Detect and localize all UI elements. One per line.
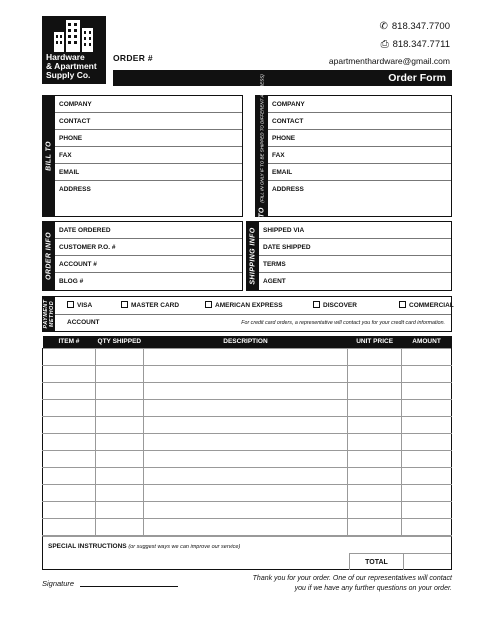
commercial-checkbox[interactable]: [399, 301, 406, 308]
logo-text: [46, 53, 97, 80]
table-cell[interactable]: [143, 348, 347, 365]
mastercard-checkbox[interactable]: [121, 301, 128, 308]
table-cell[interactable]: [143, 518, 347, 535]
col-unit-price: UNIT PRICE: [348, 336, 402, 348]
table-cell[interactable]: [402, 518, 452, 535]
table-cell[interactable]: [402, 501, 452, 518]
table-row: [43, 433, 452, 450]
logo-line: Supply Co.: [46, 70, 91, 80]
table-cell[interactable]: [402, 382, 452, 399]
special-instructions-label: SPECIAL INSTRUCTIONS: [48, 543, 127, 550]
agent-field[interactable]: AGENT: [263, 278, 286, 285]
table-cell[interactable]: [43, 416, 96, 433]
table-cell[interactable]: [43, 348, 96, 365]
mastercard-option[interactable]: MASTER CARD: [121, 301, 179, 309]
table-row: [43, 382, 452, 399]
table-cell[interactable]: [402, 399, 452, 416]
shipping-info-tab: [247, 222, 259, 290]
table-row: [43, 484, 452, 501]
payment-note: For credit card orders, a representative will contact you for your credit card information.: [241, 320, 445, 326]
table-row: [43, 467, 452, 484]
table-cell[interactable]: [43, 484, 96, 501]
logo-line: Hardware: [46, 52, 85, 62]
payment-options: [55, 301, 454, 315]
signature-label: Signature: [42, 579, 75, 588]
customer-po-field[interactable]: CUSTOMER P.O. #: [55, 239, 242, 256]
col-qty-shipped: QTY SHIPPED: [95, 336, 143, 348]
table-row: [43, 348, 452, 365]
email-contact: apartmenthardware@gmail.com: [328, 56, 450, 66]
bill-fax-field[interactable]: FAX: [55, 147, 242, 164]
table-row: [43, 518, 452, 535]
special-instructions[interactable]: [48, 543, 240, 550]
ship-phone-field[interactable]: PHONE: [268, 130, 451, 147]
amex-option[interactable]: AMERICAN EXPRESS: [205, 301, 283, 309]
table-cell[interactable]: [143, 484, 347, 501]
table-cell[interactable]: [402, 484, 452, 501]
amex-checkbox[interactable]: [205, 301, 212, 308]
fax-number: 818.347.7711: [392, 39, 450, 50]
shipping-info-label: SHIPPING INFO: [249, 227, 257, 285]
table-cell[interactable]: [95, 399, 143, 416]
phone-icon: ✆: [379, 21, 388, 32]
table-cell[interactable]: [402, 450, 452, 467]
ship-email-field[interactable]: EMAIL: [268, 164, 451, 181]
discover-option[interactable]: DISCOVER: [313, 301, 357, 309]
order-info-tab: [43, 222, 55, 290]
logo-line: & Apartment: [46, 61, 97, 71]
visa-option[interactable]: VISA: [67, 301, 92, 309]
building-icon: [52, 18, 96, 52]
bill-to-label: BILL TO: [45, 141, 53, 171]
table-cell[interactable]: [402, 416, 452, 433]
date-ordered-field[interactable]: DATE ORDERED: [55, 222, 242, 239]
payment-label: PAYMENT METHOD: [43, 299, 55, 329]
date-shipped-field[interactable]: DATE SHIPPED: [259, 239, 451, 256]
table-cell[interactable]: [143, 399, 347, 416]
table-cell[interactable]: [43, 433, 96, 450]
shipped-via-field[interactable]: SHIPPED VIA: [259, 222, 451, 239]
items-table: [42, 336, 452, 536]
items-footer: [42, 536, 452, 570]
table-cell[interactable]: [43, 450, 96, 467]
table-cell[interactable]: [143, 382, 347, 399]
table-row: [43, 365, 452, 382]
col-amount: AMOUNT: [402, 336, 452, 348]
table-cell[interactable]: [402, 433, 452, 450]
table-cell[interactable]: [143, 416, 347, 433]
ship-address-field[interactable]: ADDRESS: [272, 186, 304, 193]
table-cell[interactable]: [348, 416, 402, 433]
table-cell[interactable]: [43, 399, 96, 416]
commercial-option[interactable]: COMMERCIAL: [399, 301, 454, 309]
order-number-label: ORDER #: [113, 53, 153, 63]
col-description: DESCRIPTION: [143, 336, 347, 348]
total-label: TOTAL: [349, 553, 403, 570]
payment-section: [42, 296, 452, 332]
table-cell[interactable]: [95, 450, 143, 467]
terms-field[interactable]: TERMS: [259, 256, 451, 273]
table-cell[interactable]: [43, 467, 96, 484]
thanks-line: you if we have any further questions on your order.: [294, 585, 452, 592]
table-cell[interactable]: [143, 450, 347, 467]
table-cell[interactable]: [348, 433, 402, 450]
blog-number-field[interactable]: BLOG #: [59, 278, 84, 285]
table-cell[interactable]: [348, 484, 402, 501]
table-cell[interactable]: [143, 501, 347, 518]
items-header-row: [43, 336, 452, 348]
table-cell[interactable]: [348, 382, 402, 399]
table-cell[interactable]: [348, 348, 402, 365]
table-cell[interactable]: [143, 365, 347, 382]
payment-account-row: [55, 319, 451, 326]
bill-phone-field[interactable]: PHONE: [55, 130, 242, 147]
company-logo: [42, 16, 106, 84]
table-cell[interactable]: [43, 518, 96, 535]
table-cell[interactable]: [95, 501, 143, 518]
col-item-number: ITEM #: [43, 336, 96, 348]
bill-to-tab: [43, 96, 55, 216]
table-cell[interactable]: [348, 518, 402, 535]
table-cell[interactable]: [43, 382, 96, 399]
account-number-field[interactable]: ACCOUNT #: [55, 256, 242, 273]
account-label[interactable]: ACCOUNT: [67, 319, 100, 326]
table-row: [43, 501, 452, 518]
table-row: [43, 450, 452, 467]
total-amount-cell[interactable]: [403, 553, 451, 570]
payment-tab: [43, 297, 55, 331]
table-cell[interactable]: [348, 399, 402, 416]
table-cell[interactable]: [95, 467, 143, 484]
thanks-line: Thank you for your order. One of our representatives will contact: [252, 575, 452, 582]
ship-to-label: [259, 74, 266, 237]
ship-to-tab: [256, 74, 268, 216]
table-cell[interactable]: [402, 348, 452, 365]
phone-contact: [376, 21, 450, 32]
ship-company-field[interactable]: COMPANY: [268, 96, 451, 113]
table-cell[interactable]: [95, 416, 143, 433]
ship-fax-field[interactable]: FAX: [268, 147, 451, 164]
discover-checkbox[interactable]: [313, 301, 320, 308]
table-cell[interactable]: [402, 365, 452, 382]
table-cell[interactable]: [402, 467, 452, 484]
order-info-label: ORDER INFO: [45, 232, 53, 280]
table-cell[interactable]: [95, 433, 143, 450]
table-cell[interactable]: [43, 501, 96, 518]
ship-to-note: (FILL IN ONLY IF TO BE SHIPPED TO DIFFERENT ADDRESS): [259, 74, 265, 203]
bill-contact-field[interactable]: CONTACT: [55, 113, 242, 130]
bill-email-field[interactable]: EMAIL: [55, 164, 242, 181]
table-cell[interactable]: [348, 450, 402, 467]
fax-contact: [377, 39, 450, 50]
items-body: [43, 348, 452, 535]
table-cell[interactable]: [143, 433, 347, 450]
table-cell[interactable]: [95, 348, 143, 365]
bill-company-field[interactable]: COMPANY: [55, 96, 242, 113]
special-instructions-hint: (or suggest ways we can improve our service): [128, 544, 241, 550]
order-info-section: [42, 221, 243, 291]
form-title: Order Form: [113, 70, 452, 86]
table-cell[interactable]: [95, 382, 143, 399]
phone-number: 818.347.7700: [391, 21, 450, 32]
table-cell[interactable]: [43, 365, 96, 382]
signature-area: [42, 579, 178, 588]
table-cell[interactable]: [143, 467, 347, 484]
thank-you-note: [242, 574, 452, 594]
table-cell[interactable]: [348, 501, 402, 518]
table-cell[interactable]: [95, 518, 143, 535]
bill-to-section: [42, 95, 243, 217]
table-row: [43, 399, 452, 416]
signature-line[interactable]: [80, 586, 178, 587]
table-row: [43, 416, 452, 433]
ship-contact-field[interactable]: CONTACT: [268, 113, 451, 130]
shipping-info-section: [246, 221, 452, 291]
table-cell[interactable]: [95, 484, 143, 501]
table-cell[interactable]: [95, 365, 143, 382]
visa-checkbox[interactable]: [67, 301, 74, 308]
table-cell[interactable]: [348, 365, 402, 382]
bill-address-field[interactable]: ADDRESS: [59, 186, 91, 193]
fax-icon: ⎙: [380, 39, 389, 50]
table-cell[interactable]: [348, 467, 402, 484]
